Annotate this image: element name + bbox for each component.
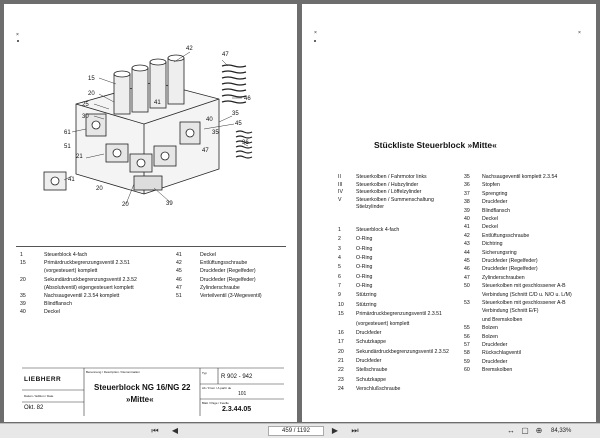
title-block — [22, 366, 284, 416]
part-name: Druckfeder (Regelfeder) — [482, 266, 538, 273]
part-name: und Bremskolben — [482, 316, 523, 323]
part-name: Steuerkolben mit geschlossener A-B — [482, 283, 566, 290]
figure-label: 42 — [186, 46, 193, 52]
zoom-in-icon[interactable]: ⊕ — [535, 426, 543, 435]
parts-list-heading: Stückliste Steuerblock »Mitte« — [374, 140, 497, 150]
part-number: 1 — [20, 252, 23, 258]
part-number: 35 — [20, 293, 26, 299]
part-name: Druckfeder — [356, 329, 382, 336]
part-name: Nachsaugeventil komplett 2.3.54 — [482, 174, 558, 180]
figure-label: 46 — [244, 96, 251, 102]
part-name: Bremskolben — [482, 367, 513, 374]
part-name: Stützring — [356, 301, 377, 308]
part-number: 44 — [464, 249, 470, 256]
part-number: 47 — [464, 274, 470, 281]
part-number: 38 — [464, 199, 470, 206]
part-name: Steuerblock 4-fach — [356, 227, 400, 233]
document-subtitle: »Mitte« — [126, 395, 154, 404]
part-name: Zylinderschrauben — [482, 274, 525, 281]
part-name: Entlüftungsschraube — [200, 260, 248, 267]
part-name: Steuerkolben / Fahrmotor links — [356, 174, 427, 180]
part-name: O-Ring — [356, 273, 373, 280]
figure-label: 41 — [154, 100, 161, 106]
part-number: 60 — [464, 367, 470, 374]
part-number: 56 — [464, 333, 470, 340]
part-number: 15 — [20, 260, 26, 267]
figure-label: 20 — [96, 186, 103, 192]
figure-label: 15 — [88, 76, 95, 82]
part-number: 23 — [338, 376, 344, 383]
figure-label: 35 — [212, 130, 219, 136]
part-number: 53 — [464, 300, 470, 306]
figure-label: 25 — [82, 102, 89, 108]
part-number: 3 — [338, 245, 341, 252]
part-number: 24 — [338, 385, 344, 392]
part-name: Schutzkappe — [356, 339, 386, 346]
part-name: Blindflansch — [482, 207, 510, 214]
part-name: O-Ring — [356, 245, 373, 252]
fit-page-icon[interactable]: ▢ — [521, 426, 529, 435]
part-name: Rückschlagventil — [482, 350, 521, 357]
part-number: IV — [338, 189, 343, 196]
from-label: Ab / From / A partir de — [202, 386, 232, 390]
part-name: O-Ring — [356, 264, 373, 271]
divider — [16, 246, 286, 247]
fit-width-icon[interactable]: ↔ — [507, 426, 515, 435]
page-number-input[interactable]: 459 / 1192 — [268, 426, 324, 436]
part-number: 47 — [176, 284, 182, 291]
part-name: Druckfeder — [482, 358, 508, 365]
part-name: Entlüftungsschraube — [482, 232, 530, 239]
corner-mark: × — [16, 32, 19, 38]
part-number: 58 — [464, 350, 470, 357]
part-number: 20 — [338, 348, 344, 355]
part-number: 43 — [464, 241, 470, 248]
part-number: 42 — [464, 232, 470, 239]
part-name: Bolzen — [482, 325, 498, 332]
part-name: Verbindung (Schnitt E/F) — [482, 308, 539, 315]
part-number: 36 — [464, 182, 470, 189]
part-number: 16 — [338, 329, 344, 336]
date-value: Okt. 82 — [24, 405, 44, 411]
part-name: Verbindung (Schnitt C/D u. N/O u. L/M) — [482, 291, 572, 298]
part-name: (vorgesteuert) komplett — [44, 268, 98, 275]
part-number: 5 — [338, 264, 341, 271]
corner-mark: × — [578, 30, 581, 36]
part-name: Primärdruckbegrenzungsventil 2.3.51 — [44, 260, 130, 267]
part-name: Bolzen — [482, 333, 498, 340]
part-number: 50 — [464, 283, 470, 290]
part-name: Stützring — [356, 292, 377, 299]
part-name: Sprengring — [482, 190, 508, 197]
part-number: 2 — [338, 236, 341, 243]
part-number: 45 — [464, 258, 470, 264]
from-value: 101 — [238, 391, 247, 397]
document-title: Steuerblock NG 16/NG 22 — [94, 383, 191, 392]
part-number: 10 — [338, 301, 344, 308]
part-name: Steuerkolben mit geschlossener A-B — [482, 300, 566, 306]
part-name: Verteilventil (3-Wegeventil) — [200, 293, 262, 299]
part-number: 57 — [464, 342, 470, 348]
part-name: (vorgesteuert) komplett — [356, 320, 410, 327]
part-number: 15 — [338, 311, 344, 318]
part-number: 40 — [464, 216, 470, 222]
part-name: Druckfeder (Regelfeder) — [200, 276, 256, 283]
figure-label: 36 — [242, 140, 249, 146]
sheet-number: 2.3.44.05 — [222, 406, 252, 413]
part-number: 35 — [464, 174, 470, 180]
part-name: O-Ring — [356, 255, 373, 262]
pdf-page-left — [4, 4, 297, 422]
part-number: 22 — [338, 367, 344, 374]
part-name: O-Ring — [356, 236, 373, 243]
part-name: Deckel — [482, 216, 498, 222]
part-number: 6 — [338, 273, 341, 280]
part-number: 39 — [20, 301, 26, 308]
part-name: Deckel — [200, 252, 216, 258]
part-name: Stielzylinder — [356, 204, 384, 211]
figure-label: 20 — [88, 91, 95, 97]
part-name: Deckel — [44, 309, 60, 316]
part-number: 37 — [464, 190, 470, 197]
part-name: Dichtring — [482, 241, 503, 248]
part-name: (Absolutventil) eigengesteuert komplett — [44, 284, 134, 291]
part-name: Blindflansch — [44, 301, 72, 308]
part-number: 20 — [20, 276, 26, 283]
figure-label: 51 — [64, 144, 71, 150]
figure-label: 41 — [68, 177, 75, 183]
part-number: 4 — [338, 255, 341, 262]
zoom-level[interactable]: 84,33% — [551, 428, 572, 434]
type-value: R 902 - 942 — [221, 374, 253, 380]
part-number: 39 — [464, 207, 470, 214]
last-page-icon[interactable]: ⏭ — [351, 426, 359, 435]
part-name: Steuerkolben / Löffelzylinder — [356, 189, 422, 196]
figure-label: 47 — [202, 148, 209, 154]
sheet-label: Blatt / Page / Feuille — [202, 401, 229, 405]
part-number: 1 — [338, 227, 341, 233]
first-page-icon[interactable]: ⏮ — [151, 426, 159, 435]
part-name: Stopfen — [482, 182, 500, 189]
part-name: Sekundärdruckbegrenzungsventil 2.3.52 — [356, 348, 449, 355]
part-name: Sekundärdruckbegrenzungsventil 2.3.52 — [44, 276, 137, 283]
part-number: III — [338, 181, 343, 188]
part-number: V — [338, 196, 342, 203]
part-name: Nachsaugeventil 2.3.54 komplett — [44, 293, 120, 299]
part-number: 42 — [176, 260, 182, 267]
type-label: Typ — [202, 371, 207, 375]
part-number: 21 — [338, 357, 344, 364]
punch-mark — [314, 40, 316, 42]
part-number: 51 — [176, 293, 182, 299]
figure-label: 39 — [166, 201, 173, 207]
part-name: Primärdruckbegrenzungsventil 2.3.51 — [356, 311, 442, 318]
part-number: 46 — [464, 266, 470, 273]
next-page-icon[interactable]: ▶ — [331, 426, 339, 435]
corner-mark: × — [314, 30, 317, 36]
part-number: 45 — [176, 268, 182, 275]
part-name: Druckfeder (Regelfeder) — [482, 258, 538, 264]
figure-label: 20 — [122, 202, 129, 208]
part-name: Steuerkolben / Hubzylinder — [356, 181, 419, 188]
figure-label: 47 — [222, 52, 229, 58]
brand-logo: LIEBHERR — [24, 376, 62, 383]
viewer-toolbar — [0, 423, 600, 438]
part-name: Schutzkappe — [356, 376, 386, 383]
part-name: Druckfeder — [482, 342, 508, 348]
part-name: Steuerkolben / Summenschaltung — [356, 196, 434, 203]
part-name: Druckfeder — [356, 357, 382, 364]
part-number: 55 — [464, 325, 470, 332]
exploded-drawing — [4, 4, 297, 209]
prev-page-icon[interactable]: ◀ — [171, 426, 179, 435]
designation-header: Benennung / Description / Denomination — [86, 370, 140, 374]
part-name: Druckfeder (Regelfeder) — [200, 268, 256, 275]
part-name: Sicherungsring — [482, 249, 517, 256]
part-number: 59 — [464, 358, 470, 365]
figure-label: 30 — [82, 114, 89, 120]
part-number: 41 — [176, 252, 182, 258]
figure-label: 61 — [64, 130, 71, 136]
part-name: Druckfeder — [482, 199, 508, 206]
part-number: 17 — [338, 339, 344, 346]
figure-label: 21 — [76, 154, 83, 160]
figure-label: 35 — [232, 111, 239, 117]
part-number: 46 — [176, 276, 182, 283]
part-name: Zylinderschraube — [200, 284, 240, 291]
part-name: O-Ring — [356, 283, 373, 290]
figure-label: 45 — [235, 121, 242, 127]
date-label: Datum / Edition / Date — [24, 394, 54, 398]
part-number: 9 — [338, 292, 341, 299]
part-name: Deckel — [482, 224, 498, 231]
part-number: 41 — [464, 224, 470, 231]
part-number: 40 — [20, 309, 26, 316]
part-name: Steuerblock 4-fach — [44, 252, 88, 258]
part-number: II — [338, 174, 341, 180]
part-name: Verschlußschraube — [356, 385, 401, 392]
pdf-page-right — [302, 4, 596, 422]
part-name: Stellschraube — [356, 367, 388, 374]
part-number: 7 — [338, 283, 341, 290]
figure-label: 40 — [206, 117, 213, 123]
